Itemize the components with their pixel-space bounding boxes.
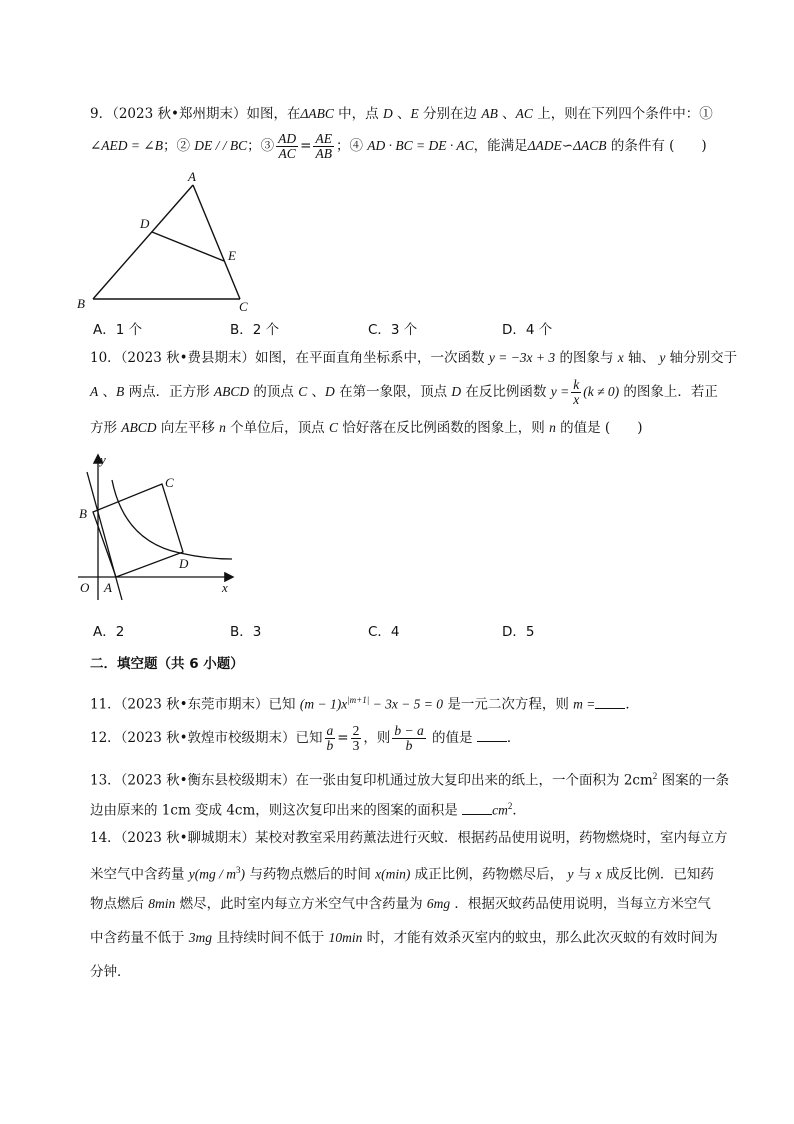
q10-square-abcd: ABCD bbox=[213, 384, 250, 399]
q12-text: 12．（2023 秋•敦煌市校级期末）已知 bbox=[90, 730, 323, 746]
q10-text: 轴分别交于 bbox=[665, 350, 738, 366]
q9-choice-d: D．4 个 bbox=[502, 322, 553, 338]
q12-text: ． bbox=[506, 730, 521, 746]
q14-time-var: x(min) bbox=[375, 866, 411, 882]
q12-fraction-a-b: $\frac{a}{b}$ bbox=[326, 723, 334, 753]
q10-line-1 bbox=[90, 348, 737, 368]
q10-coordinate-figure bbox=[72, 450, 247, 610]
q14-text: 成反比例．已知药 bbox=[601, 866, 714, 883]
q9-condition-4: AD · BC = DE · AC bbox=[367, 138, 474, 153]
q14-line-3 bbox=[90, 894, 711, 914]
q14-burn-time: 8min bbox=[148, 896, 176, 911]
q10-text: 的图象上．若正 bbox=[619, 384, 718, 400]
q10-inverse-y: y = bbox=[550, 384, 570, 399]
q10-fraction-k-x: $\frac{k}{x}$ bbox=[573, 377, 580, 407]
q14-var-y: y bbox=[567, 866, 574, 882]
q9-label-c: C bbox=[239, 299, 248, 313]
q9-text: 、 bbox=[392, 106, 411, 122]
q13-text: 图案的一条 bbox=[657, 772, 730, 789]
q10-square bbox=[93, 484, 183, 577]
q13-line-2 bbox=[90, 796, 526, 821]
q14-text: 与药物点燃后的时间 bbox=[245, 866, 376, 883]
q10-label-y: y bbox=[100, 452, 106, 467]
q9-side-ac: AC bbox=[515, 106, 533, 121]
q9-label-b: B bbox=[77, 296, 85, 311]
q9-text: ；④ bbox=[335, 138, 368, 154]
q13-answer-blank[interactable] bbox=[462, 802, 492, 815]
q9-text: 、 bbox=[497, 106, 516, 122]
q10-text: 的图象与 bbox=[555, 350, 618, 366]
q9-lead: 9．（2023 秋•郑州期末）如图，在 bbox=[90, 106, 301, 122]
q10-var-x: x bbox=[617, 350, 624, 365]
q10-line-2 bbox=[90, 378, 718, 407]
q14-y-unit-close: ) bbox=[240, 866, 246, 882]
q14-line-5: 分钟． bbox=[90, 964, 131, 980]
q13-area-value: 2cm bbox=[623, 772, 653, 789]
q9-equals: = bbox=[300, 138, 312, 154]
q13-length-2: 4cm bbox=[226, 802, 256, 819]
q10-point-a: A bbox=[90, 384, 99, 399]
q10-choice-c: C．4 bbox=[368, 624, 400, 640]
q11-line bbox=[90, 690, 639, 715]
q10-text: 轴、 bbox=[623, 350, 660, 366]
q12-text: 的值是 bbox=[427, 730, 477, 746]
q10-line-3 bbox=[90, 418, 642, 438]
q10-label-x: x bbox=[222, 580, 228, 595]
q10-text: 个单位后，顶点 bbox=[225, 420, 329, 436]
q12-fraction-b-minus-a: $\frac{b - a}{b}$ bbox=[394, 723, 424, 753]
q10-text: 的值是 ( ) bbox=[555, 420, 643, 436]
q13-text: 边由原来的 bbox=[90, 802, 162, 819]
q9-condition-2: DE / / BC bbox=[194, 138, 248, 153]
q10-text: 恰好落在反比例函数的图象上，则 bbox=[338, 420, 550, 436]
q14-exponent: 3 bbox=[236, 865, 241, 875]
q9-similarity: ΔADE∽ΔACB bbox=[527, 138, 607, 153]
q10-choice-a: A．2 bbox=[93, 624, 125, 640]
q14-text: ．根据灭蚊药品使用说明，当每立方米空气 bbox=[450, 896, 711, 912]
q9-fraction-ae-ab: $\frac{AE}{AB}$ bbox=[315, 131, 332, 161]
q13-text: 变成 bbox=[190, 802, 227, 819]
q14-text: 且持续时间不低于 bbox=[212, 930, 329, 946]
q12-line bbox=[90, 723, 520, 753]
q10-var-y: y bbox=[659, 350, 666, 365]
q9-text: ；③ bbox=[247, 138, 275, 154]
q9-choice-b: B．2 个 bbox=[230, 322, 280, 338]
q10-text: 在反比例函数 bbox=[461, 384, 551, 400]
q10-hyperbola bbox=[112, 480, 232, 559]
q9-point-e: E bbox=[410, 106, 419, 121]
q9-choice-c: C．3 个 bbox=[368, 322, 418, 338]
q11-text: 是一元二次方程，则 bbox=[443, 696, 574, 713]
q14-line-1: 14．（2023 秋•聊城期末）某校对教室采用药薰法进行灭蚊．根据药品使用说明，药物燃烧时，室内每立方 bbox=[90, 830, 728, 846]
q10-label-c: C bbox=[165, 475, 174, 490]
q10-text: 、 bbox=[307, 384, 326, 400]
q10-choice-b: B．3 bbox=[230, 624, 262, 640]
q9-segment-de bbox=[152, 232, 224, 261]
q14-text: 米空气中含药量 bbox=[90, 866, 189, 883]
q10-label-o: O bbox=[80, 580, 90, 595]
q14-text: 物点燃后 bbox=[90, 896, 149, 912]
q10-text: 在第一象限，顶点 bbox=[334, 384, 452, 400]
q10-choice-d: D．5 bbox=[502, 624, 535, 640]
q14-threshold: 3mg bbox=[188, 930, 213, 945]
q11-answer-blank[interactable] bbox=[595, 696, 625, 709]
q9-line-1 bbox=[90, 104, 713, 124]
q12-answer-blank[interactable] bbox=[477, 729, 507, 742]
q9-side-ab: AB bbox=[481, 106, 498, 121]
q10-linear-function: y = −3x + 3 bbox=[488, 350, 556, 365]
q9-choice-a: A．1 个 bbox=[93, 322, 143, 338]
q9-text: ；② bbox=[162, 138, 195, 154]
q13-line-1 bbox=[90, 766, 729, 791]
q9-text: 的条件有 ( ) bbox=[606, 138, 707, 154]
q10-square-abcd: ABCD bbox=[121, 420, 157, 435]
q10-point-c: C bbox=[328, 420, 338, 435]
q14-var-x: x bbox=[595, 866, 602, 882]
q11-text: 11．（2023 秋•东莞市期末）已知 bbox=[90, 696, 300, 713]
q14-duration: 10min bbox=[328, 930, 363, 945]
q12-fraction-2-3: $\frac{2}{3}$ bbox=[352, 723, 360, 753]
q13-text: 13．（2023 秋•衡东县校级期末）在一张由复印机通过放大复印出来的纸上，一个面积为 bbox=[90, 772, 624, 789]
q9-edge-ac bbox=[193, 185, 240, 299]
q9-triangle-abc: ΔABC bbox=[300, 106, 334, 121]
q9-condition-1: ∠AED = ∠B bbox=[90, 138, 163, 153]
q14-y-unit: y(mg / m bbox=[188, 866, 237, 882]
q10-point-c: C bbox=[298, 384, 308, 399]
q14-text: 中含药量不低于 bbox=[90, 930, 189, 946]
q11-text: ． bbox=[625, 696, 639, 713]
q14-text: 时，才能有效杀灭室内的蚊虫，那么此次灭蚊的有效时间为 bbox=[362, 930, 718, 946]
q10-var-n: n bbox=[219, 420, 226, 435]
q9-line-2 bbox=[90, 132, 707, 161]
q9-text: 中，点 bbox=[333, 106, 383, 122]
q9-text: 上，则在下列四个条件中：① bbox=[532, 106, 713, 122]
q9-label-a: A bbox=[188, 169, 196, 184]
q12-text: ，则 bbox=[363, 730, 391, 746]
q14-text: 成正比例，药物燃尽后， bbox=[410, 866, 568, 883]
q10-text: 向左平移 bbox=[156, 420, 220, 436]
q10-label-d: D bbox=[179, 556, 189, 571]
q10-point-d: D bbox=[451, 384, 462, 399]
q13-unit: cm bbox=[492, 802, 508, 818]
q10-text: 、 bbox=[98, 384, 117, 400]
q11-var-m: m = bbox=[573, 696, 596, 712]
q11-exponent: |m+1| bbox=[347, 695, 370, 705]
q9-label-d: D bbox=[140, 216, 150, 231]
q13-text: ． bbox=[512, 802, 526, 819]
q14-peak-amount: 6mg bbox=[426, 896, 451, 911]
q14-text: 与 bbox=[573, 866, 596, 883]
q11-equation-part: − 3x − 5 = 0 bbox=[369, 696, 444, 712]
q9-fraction-ad-ac: $\frac{AD}{AC}$ bbox=[278, 131, 297, 161]
q10-text: 两点．正方形 bbox=[124, 384, 214, 400]
q14-line-2 bbox=[90, 860, 714, 885]
q9-triangle-figure bbox=[75, 168, 265, 313]
q10-point-d: D bbox=[325, 384, 335, 399]
q13-exponent: 2 bbox=[507, 801, 513, 811]
q12-equals: = bbox=[337, 730, 349, 746]
q13-length-1: 1cm bbox=[161, 802, 191, 819]
q10-label-b: B bbox=[79, 506, 87, 521]
q10-label-a: A bbox=[104, 580, 112, 595]
q10-text: 10．（2023 秋•费县期末）如图，在平面直角坐标系中，一次函数 bbox=[90, 350, 489, 366]
q9-point-d: D bbox=[382, 106, 393, 121]
q14-text: 燃尽，此时室内每立方米空气中含药量为 bbox=[175, 896, 427, 912]
q9-text: ，能满足 bbox=[473, 138, 528, 154]
q9-text: 分别在边 bbox=[418, 106, 482, 122]
q10-text: 方形 bbox=[90, 420, 122, 436]
q9-label-e: E bbox=[228, 248, 236, 263]
q13-exponent: 2 bbox=[652, 771, 658, 781]
q14-line-4 bbox=[90, 928, 718, 948]
q11-equation-part: (m − 1)x bbox=[299, 696, 348, 712]
q10-condition: (k ≠ 0) bbox=[583, 384, 620, 399]
q10-var-n: n bbox=[549, 420, 556, 435]
q10-text: 的顶点 bbox=[249, 384, 299, 400]
q13-text: ，则这次复印出来的图案的面积是 bbox=[255, 802, 463, 819]
q10-point-b: B bbox=[116, 384, 125, 399]
section-title: 二．填空题（共 6 小题） bbox=[90, 656, 244, 672]
